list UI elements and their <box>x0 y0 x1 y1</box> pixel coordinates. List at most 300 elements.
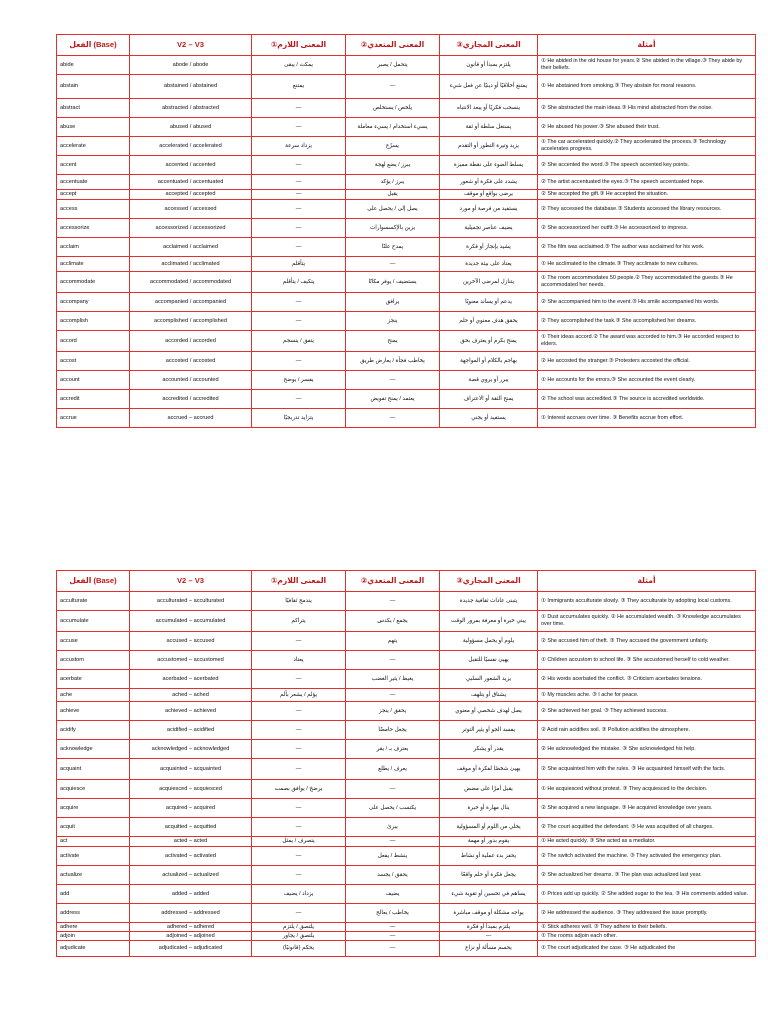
verb-base-cell: adjoin <box>57 932 130 941</box>
verb-base-cell: adjudicate <box>57 941 130 957</box>
table-row <box>57 611 756 632</box>
intransitive-meaning-cell: يرضخ / يوافق بصمت <box>252 780 346 799</box>
verb-forms-cell: accepted / accepted <box>130 190 252 200</box>
examples-cell: ① My muscles ache. ③ I ache for peace. <box>538 689 756 702</box>
examples-cell: ② He accosted the stranger.③ Protesters accosted the official. <box>538 352 756 371</box>
verb-base-cell: access <box>57 200 130 219</box>
transitive-meaning-cell: — <box>346 371 440 390</box>
figurative-meaning-cell: يهاجم بالكلام أو المواجهة <box>440 352 538 371</box>
table-row <box>57 99 756 118</box>
verb-forms-cell: accommodated / accommodated <box>130 272 252 293</box>
figurative-meaning-cell: يضيف عناصر تجميلية <box>440 219 538 238</box>
figurative-meaning-cell: يحقق هدف معنوي أو حلم <box>440 312 538 331</box>
transitive-meaning-cell: يمنح <box>346 331 440 352</box>
verb-forms-cell: accompanied / accompanied <box>130 293 252 312</box>
transitive-meaning-cell: يتحمل / يصبر <box>346 56 440 75</box>
verb-forms-cell: accented / accented <box>130 156 252 175</box>
verb-base-cell: accord <box>57 331 130 352</box>
figurative-meaning-cell: يزيد وتيرة التطور أو التقدم <box>440 137 538 156</box>
intransitive-meaning-cell: — <box>252 352 346 371</box>
intransitive-meaning-cell: يفسر / يوضح <box>252 371 346 390</box>
header-examples: أمثلة <box>538 35 756 56</box>
examples-cell: ② Acid rain acidifies soil. ③ Pollution acidifies the atmosphere. <box>538 721 756 740</box>
transitive-meaning-cell: — <box>346 941 440 957</box>
header-forms: V2 – V3 <box>130 35 252 56</box>
figurative-meaning-cell: يمتنع أخلاقيًا أو دينيًا عن فعل شيء <box>440 75 538 99</box>
header-transitive: المعنى المتعدي② <box>346 35 440 56</box>
table-row <box>57 799 756 818</box>
verb-base-cell: accumulate <box>57 611 130 632</box>
verb-forms-cell: accessorized / accessorized <box>130 219 252 238</box>
examples-cell: ② He addressed the audience. ③ They addressed the issue promptly. <box>538 904 756 923</box>
verb-base-cell: acerbate <box>57 670 130 689</box>
table-row <box>57 759 756 780</box>
figurative-meaning-cell: يلتزم بمبدأ أو قانون <box>440 56 538 75</box>
table-row <box>57 941 756 957</box>
intransitive-meaning-cell: — <box>252 904 346 923</box>
examples-cell: ② She accented the word.③ The speech accented key points. <box>538 156 756 175</box>
table-row <box>57 156 756 175</box>
table-row <box>57 137 756 156</box>
intransitive-meaning-cell: يتزايد تدريجيًا <box>252 409 346 428</box>
verb-forms-cell: added – added <box>130 885 252 904</box>
table-row <box>57 721 756 740</box>
verb-forms-cell: acquired – acquired <box>130 799 252 818</box>
figurative-meaning-cell: يقبل أمرًا على مضض <box>440 780 538 799</box>
verb-forms-cell: acquainted – acquainted <box>130 759 252 780</box>
table-row <box>57 592 756 611</box>
examples-cell: ① Immigrants acculturate slowly. ③ They acculturate by adopting local customs. <box>538 592 756 611</box>
intransitive-meaning-cell: يتكيف / يتأقلم <box>252 272 346 293</box>
verb-forms-cell: acidified – acidified <box>130 721 252 740</box>
examples-cell: ① Stick adheres well. ③ They adhere to their beliefs. <box>538 923 756 932</box>
verb-base-cell: accost <box>57 352 130 371</box>
verb-forms-cell: accomplished / accomplished <box>130 312 252 331</box>
verb-forms-cell: accumulated – accumulated <box>130 611 252 632</box>
examples-cell: ② She accompanied him to the event.③ His smile accompanied his words. <box>538 293 756 312</box>
table-row <box>57 118 756 137</box>
verb-base-cell: accept <box>57 190 130 200</box>
verb-base-cell: acclaim <box>57 238 130 257</box>
table-row <box>57 904 756 923</box>
figurative-meaning-cell: يرضى بواقع أو موقف <box>440 190 538 200</box>
verb-forms-cell: acculturated – acculturated <box>130 592 252 611</box>
figurative-meaning-cell: يعتاد على بيئة جديدة <box>440 257 538 272</box>
examples-cell: ① Children accustom to school life. ③ She accustomed herself to cold weather. <box>538 651 756 670</box>
figurative-meaning-cell: ينسحب فكريًا أو يبعد الانتباه <box>440 99 538 118</box>
verb-base-cell: accent <box>57 156 130 175</box>
table-row <box>57 331 756 352</box>
examples-cell: ① Prices add up quickly. ② She added sugar to the tea. ③ His comments added value. <box>538 885 756 904</box>
examples-cell: ① He abided in the old house for years.② She abided in the village.③ They abide by their beliefs. <box>538 56 756 75</box>
intransitive-meaning-cell: — <box>252 118 346 137</box>
figurative-meaning-cell: يسلط الضوء على نقطة مميزة <box>440 156 538 175</box>
table-row <box>57 702 756 721</box>
verb-forms-cell: abstracted / abstracted <box>130 99 252 118</box>
verb-base-cell: act <box>57 837 130 847</box>
table-row <box>57 837 756 847</box>
verb-base-cell: adhere <box>57 923 130 932</box>
header-figurative: المعنى المجازي③ <box>440 35 538 56</box>
intransitive-meaning-cell: — <box>252 759 346 780</box>
transitive-meaning-cell: ينشط / يفعل <box>346 847 440 866</box>
figurative-meaning-cell: يجعل فكرة أو حلم واقعًا <box>440 866 538 885</box>
transitive-meaning-cell: يخاطب / يعالج <box>346 904 440 923</box>
verb-forms-cell: adjudicated – adjudicated <box>130 941 252 957</box>
transitive-meaning-cell: — <box>346 75 440 99</box>
figurative-meaning-cell: يلتزم بمبدأ أو فكرة <box>440 923 538 932</box>
verb-base-cell: accomplish <box>57 312 130 331</box>
transitive-meaning-cell: يبرز / يضع لهجة <box>346 156 440 175</box>
table-row <box>57 190 756 200</box>
examples-cell: ② The court acquitted the defendant. ③ He was acquitted of all charges. <box>538 818 756 837</box>
examples-cell: ① He acted quickly. ③ She acted as a mediator. <box>538 837 756 847</box>
figurative-meaning-cell: يشتاق أو يتلهف <box>440 689 538 702</box>
figurative-meaning-cell: يستفيد أو يجني <box>440 409 538 428</box>
verb-base-cell: acculturate <box>57 592 130 611</box>
transitive-meaning-cell: — <box>346 780 440 799</box>
intransitive-meaning-cell: — <box>252 818 346 837</box>
verb-base-cell: accuse <box>57 632 130 651</box>
verb-forms-cell: addressed – addressed <box>130 904 252 923</box>
examples-cell: ① Interest accrues over time. ③ Benefits accrue from effort. <box>538 409 756 428</box>
header-intransitive: المعنى اللازم① <box>252 35 346 56</box>
intransitive-meaning-cell: يمكث / يبقى <box>252 56 346 75</box>
verb-base-cell: actualize <box>57 866 130 885</box>
figurative-meaning-cell: ينال مهارة أو خبرة <box>440 799 538 818</box>
verb-forms-cell: accessed / accessed <box>130 200 252 219</box>
table-row <box>57 257 756 272</box>
table-row <box>57 75 756 99</box>
examples-cell: ② She actualized her dreams. ③ The plan was actualized last year. <box>538 866 756 885</box>
transitive-meaning-cell: يحقق / ينجز <box>346 702 440 721</box>
transitive-meaning-cell: يخاطب فجأة / يعارض طريق <box>346 352 440 371</box>
verb-forms-cell: ached – ached <box>130 689 252 702</box>
header-intransitive: المعنى اللازم① <box>252 571 346 592</box>
transitive-meaning-cell: — <box>346 923 440 932</box>
intransitive-meaning-cell: — <box>252 866 346 885</box>
examples-cell: ② She achieved her goal. ③ They achieved success. <box>538 702 756 721</box>
intransitive-meaning-cell: — <box>252 740 346 759</box>
verb-forms-cell: activated – activated <box>130 847 252 866</box>
intransitive-meaning-cell: — <box>252 312 346 331</box>
examples-cell: ① The rooms adjoin each other. <box>538 932 756 941</box>
verb-base-cell: achieve <box>57 702 130 721</box>
table-row <box>57 932 756 941</box>
figurative-meaning-cell: يخلي من اللوم أو المسؤولية <box>440 818 538 837</box>
verb-forms-cell: abode / abode <box>130 56 252 75</box>
examples-cell: ② She abstracted the main ideas.③ His mind abstracted from the noise. <box>538 99 756 118</box>
verb-base-cell: abuse <box>57 118 130 137</box>
table-row <box>57 371 756 390</box>
examples-cell: ② She accused him of theft. ③ They accused the government unfairly. <box>538 632 756 651</box>
table-row <box>57 885 756 904</box>
table-row <box>57 651 756 670</box>
intransitive-meaning-cell: — <box>252 702 346 721</box>
verb-forms-cell: accentuated / accentuated <box>130 175 252 190</box>
table-row <box>57 409 756 428</box>
header-transitive: المعنى المتعدي② <box>346 571 440 592</box>
verb-forms-cell: acquitted – acquitted <box>130 818 252 837</box>
figurative-meaning-cell: يشيد بإنجاز أو فكرة <box>440 238 538 257</box>
verb-forms-cell: accosted / accosted <box>130 352 252 371</box>
verb-forms-cell: accrued – accrued <box>130 409 252 428</box>
verb-forms-cell: abused / abused <box>130 118 252 137</box>
header-examples: أمثلة <box>538 571 756 592</box>
intransitive-meaning-cell: — <box>252 670 346 689</box>
verb-base-cell: abstract <box>57 99 130 118</box>
verb-base-cell: acidify <box>57 721 130 740</box>
figurative-meaning-cell: يمنح الثقة أو الاعتراف <box>440 390 538 409</box>
verb-forms-cell: achieved – achieved <box>130 702 252 721</box>
intransitive-meaning-cell: — <box>252 156 346 175</box>
examples-cell: ② The switch activated the machine. ③ They activated the emergency plan. <box>538 847 756 866</box>
verb-forms-cell: accredited / accredited <box>130 390 252 409</box>
transitive-meaning-cell: — <box>346 932 440 941</box>
transitive-meaning-cell: يمدح علنًا <box>346 238 440 257</box>
intransitive-meaning-cell: — <box>252 219 346 238</box>
transitive-meaning-cell: يعتمد / يمنح تفويض <box>346 390 440 409</box>
examples-cell: ① Dust accumulates quickly. ② He accumulated wealth. ③ Knowledge accumulates over time. <box>538 611 756 632</box>
table-2-body <box>57 592 756 957</box>
intransitive-meaning-cell: يتصرف / يمثل <box>252 837 346 847</box>
verb-base-cell: activate <box>57 847 130 866</box>
transitive-meaning-cell: يضيف <box>346 885 440 904</box>
figurative-meaning-cell: يلوم أو يحمل مسؤولية <box>440 632 538 651</box>
intransitive-meaning-cell: يزداد سرعة <box>252 137 346 156</box>
examples-cell: ① The car accelerated quickly.② They accelerated the process.③ Technology accelerates progress. <box>538 137 756 156</box>
figurative-meaning-cell: يشدد على فكرة أو شعور <box>440 175 538 190</box>
header-base: الفعل (Base) <box>57 35 130 56</box>
table-row <box>57 847 756 866</box>
figurative-meaning-cell: يبرر أو يروي قصة <box>440 371 538 390</box>
table-row <box>57 740 756 759</box>
figurative-meaning-cell: يحسم مسألة أو نزاع <box>440 941 538 957</box>
table-header-row <box>57 35 756 56</box>
verb-base-cell: accrue <box>57 409 130 428</box>
verb-forms-cell: acerbated – acerbated <box>130 670 252 689</box>
examples-cell: ② The film was acclaimed.③ The author was acclaimed for his work. <box>538 238 756 257</box>
figurative-meaning-cell: يساهم في تحسين أو تقوية شيء <box>440 885 538 904</box>
verb-forms-cell: accustomed – accustomed <box>130 651 252 670</box>
verb-forms-cell: accorded / accorded <box>130 331 252 352</box>
intransitive-meaning-cell: يحكم (قانونيًا) <box>252 941 346 957</box>
figurative-meaning-cell: يبني خبرة أو معرفة بمرور الوقت <box>440 611 538 632</box>
transitive-meaning-cell: يرافق <box>346 293 440 312</box>
verb-base-cell: accustom <box>57 651 130 670</box>
verb-forms-cell: acclimated / acclimated <box>130 257 252 272</box>
header-figurative: المعنى المجازي③ <box>440 571 538 592</box>
transitive-meaning-cell: — <box>346 689 440 702</box>
figurative-meaning-cell: يستغل سلطة أو ثقة <box>440 118 538 137</box>
verb-forms-cell: abstained / abstained <box>130 75 252 99</box>
header-base: الفعل (Base) <box>57 571 130 592</box>
intransitive-meaning-cell: — <box>252 390 346 409</box>
verb-forms-cell: actualized – actualized <box>130 866 252 885</box>
transitive-meaning-cell: يسرّع <box>346 137 440 156</box>
table-header-row <box>57 571 756 592</box>
transitive-meaning-cell: يلخص / يستخلص <box>346 99 440 118</box>
intransitive-meaning-cell: — <box>252 175 346 190</box>
transitive-meaning-cell: — <box>346 592 440 611</box>
transitive-meaning-cell: يتهم <box>346 632 440 651</box>
verb-base-cell: add <box>57 885 130 904</box>
intransitive-meaning-cell: يتراكم <box>252 611 346 632</box>
examples-cell: ① He acquiesced without protest. ③ They acquiesced to the decision. <box>538 780 756 799</box>
examples-cell: ② He abused his power.③ She abused their trust. <box>538 118 756 137</box>
verb-base-cell: acquaint <box>57 759 130 780</box>
verb-table-2 <box>56 570 756 957</box>
verb-table-1 <box>56 34 756 428</box>
table-row <box>57 200 756 219</box>
examples-cell: ② She acquainted him with the rules. ③ He acquainted himself with the facts. <box>538 759 756 780</box>
examples-cell: ① He abstained from smoking.③ They abstain for moral reasons. <box>538 75 756 99</box>
intransitive-meaning-cell: — <box>252 721 346 740</box>
table-row <box>57 818 756 837</box>
examples-cell: ② They accessed the database.③ Students accessed the library resources. <box>538 200 756 219</box>
verb-base-cell: acquit <box>57 818 130 837</box>
examples-cell: ② He acknowledged the mistake. ③ She acknowledged his help. <box>538 740 756 759</box>
figurative-meaning-cell: يهيئ نفسيًا للتقبل <box>440 651 538 670</box>
table-1-body <box>57 56 756 428</box>
table-row <box>57 352 756 371</box>
intransitive-meaning-cell: يعتاد <box>252 651 346 670</box>
intransitive-meaning-cell: يندمج ثقافيًا <box>252 592 346 611</box>
examples-cell: ② The artist accentuated the eyes.③ The speech accentuated hope. <box>538 175 756 190</box>
transitive-meaning-cell: يستضيف / يوفر مكانًا <box>346 272 440 293</box>
verb-base-cell: accelerate <box>57 137 130 156</box>
intransitive-meaning-cell: — <box>252 847 346 866</box>
examples-cell: ① The room accommodates 50 people.② They accommodated the guests.③ He accommodated her needs. <box>538 272 756 293</box>
table-row <box>57 293 756 312</box>
table-row <box>57 390 756 409</box>
figurative-meaning-cell: يتنازل لمرضى الآخرين <box>440 272 538 293</box>
figurative-meaning-cell: يفسد الجو أو يثير التوتر <box>440 721 538 740</box>
verb-base-cell: accompany <box>57 293 130 312</box>
figurative-meaning-cell: يدعم أو يساند معنويًا <box>440 293 538 312</box>
examples-cell: ② She acquired a new language. ③ He acquired knowledge over years. <box>538 799 756 818</box>
table-row <box>57 175 756 190</box>
verb-base-cell: acquiesce <box>57 780 130 799</box>
verb-base-cell: accentuate <box>57 175 130 190</box>
verb-forms-cell: acknowledged – acknowledged <box>130 740 252 759</box>
verb-base-cell: accredit <box>57 390 130 409</box>
transitive-meaning-cell: يكتسب / يحصل على <box>346 799 440 818</box>
intransitive-meaning-cell: — <box>252 238 346 257</box>
table-row <box>57 923 756 932</box>
figurative-meaning-cell: يقدر أو يشكر <box>440 740 538 759</box>
transitive-meaning-cell: يصل إلى / يحصل على <box>346 200 440 219</box>
transitive-meaning-cell: يغيظ / يثير الغضب <box>346 670 440 689</box>
transitive-meaning-cell: يحقق / يجسد <box>346 866 440 885</box>
transitive-meaning-cell: — <box>346 257 440 272</box>
transitive-meaning-cell: يجعل حامضًا <box>346 721 440 740</box>
figurative-meaning-cell: يتبنى عادات ثقافية جديدة <box>440 592 538 611</box>
intransitive-meaning-cell: يلتصق / يجاور <box>252 932 346 941</box>
figurative-meaning-cell: يحفز بدء عملية أو نشاط <box>440 847 538 866</box>
transitive-meaning-cell: ينجز <box>346 312 440 331</box>
header-forms: V2 – V3 <box>130 571 252 592</box>
intransitive-meaning-cell: — <box>252 99 346 118</box>
verb-forms-cell: accelerated / accelerated <box>130 137 252 156</box>
table-row <box>57 272 756 293</box>
intransitive-meaning-cell: — <box>252 632 346 651</box>
figurative-meaning-cell: يزيد الشعور السلبي <box>440 670 538 689</box>
table-row <box>57 689 756 702</box>
examples-cell: ② She accessorized her outfit.③ He accessorized to impress. <box>538 219 756 238</box>
verb-forms-cell: adhered – adhered <box>130 923 252 932</box>
verb-base-cell: account <box>57 371 130 390</box>
verb-base-cell: abide <box>57 56 130 75</box>
verb-base-cell: acquire <box>57 799 130 818</box>
table-row <box>57 632 756 651</box>
verb-base-cell: address <box>57 904 130 923</box>
table-row <box>57 238 756 257</box>
table-row <box>57 780 756 799</box>
examples-cell: ① He accounts for the errors.③ She accounted the event clearly. <box>538 371 756 390</box>
intransitive-meaning-cell: يلتصق / يلتزم <box>252 923 346 932</box>
verb-base-cell: acknowledge <box>57 740 130 759</box>
figurative-meaning-cell: يصل لهدف شخصي أو معنوي <box>440 702 538 721</box>
table-row <box>57 312 756 331</box>
transitive-meaning-cell: يزين بالإكسسوارات <box>346 219 440 238</box>
intransitive-meaning-cell: — <box>252 293 346 312</box>
verb-forms-cell: acclaimed / acclaimed <box>130 238 252 257</box>
figurative-meaning-cell: يهيئ شخصًا لفكرة أو موقف <box>440 759 538 780</box>
verb-forms-cell: acquiesced – acquiesced <box>130 780 252 799</box>
table-row <box>57 56 756 75</box>
verb-forms-cell: accused – accused <box>130 632 252 651</box>
transitive-meaning-cell: يبرئ <box>346 818 440 837</box>
examples-cell: ② The school was accredited.③ The source is accredited worldwide. <box>538 390 756 409</box>
intransitive-meaning-cell: يؤلم / يشعر بألم <box>252 689 346 702</box>
verb-base-cell: accommodate <box>57 272 130 293</box>
intransitive-meaning-cell: — <box>252 799 346 818</box>
intransitive-meaning-cell: — <box>252 190 346 200</box>
examples-cell: ② His words acerbated the conflict. ③ Criticism acerbates tensions. <box>538 670 756 689</box>
transitive-meaning-cell: يقبل <box>346 190 440 200</box>
transitive-meaning-cell: يجمع / يكدس <box>346 611 440 632</box>
transitive-meaning-cell: يعترف بـ / يقر <box>346 740 440 759</box>
examples-cell: ② They accomplished the task.③ She accomplished her dreams. <box>538 312 756 331</box>
examples-cell: ② She accepted the gift.③ He accepted the situation. <box>538 190 756 200</box>
figurative-meaning-cell: يمنح بكرم أو يعترف بحق <box>440 331 538 352</box>
figurative-meaning-cell: — <box>440 932 538 941</box>
transitive-meaning-cell: — <box>346 837 440 847</box>
verb-forms-cell: accounted / accounted <box>130 371 252 390</box>
table-row <box>57 219 756 238</box>
verb-forms-cell: acted – acted <box>130 837 252 847</box>
figurative-meaning-cell: يستفيد من فرصة أو مورد <box>440 200 538 219</box>
transitive-meaning-cell: يبرز / يؤكد <box>346 175 440 190</box>
examples-cell: ① Their ideas accord.② The award was accorded to him.③ He accorded respect to elders. <box>538 331 756 352</box>
transitive-meaning-cell: — <box>346 409 440 428</box>
transitive-meaning-cell: يسيء استخدام / يسيء معاملة <box>346 118 440 137</box>
figurative-meaning-cell: يواجه مشكلة أو موقف مباشرة <box>440 904 538 923</box>
verb-base-cell: abstain <box>57 75 130 99</box>
figurative-meaning-cell: يقوم بدور أو مهمة <box>440 837 538 847</box>
verb-base-cell: accessorize <box>57 219 130 238</box>
transitive-meaning-cell: يعرف / يطلع <box>346 759 440 780</box>
verb-base-cell: acclimate <box>57 257 130 272</box>
intransitive-meaning-cell: يتأقلم <box>252 257 346 272</box>
intransitive-meaning-cell: يمتنع <box>252 75 346 99</box>
transitive-meaning-cell: — <box>346 651 440 670</box>
examples-cell: ① The court adjudicated the case. ③ He adjudicated the <box>538 941 756 957</box>
examples-cell: ① He acclimated to the climate.③ They acclimate to new cultures. <box>538 257 756 272</box>
intransitive-meaning-cell: يتفق / ينسجم <box>252 331 346 352</box>
table-row <box>57 670 756 689</box>
